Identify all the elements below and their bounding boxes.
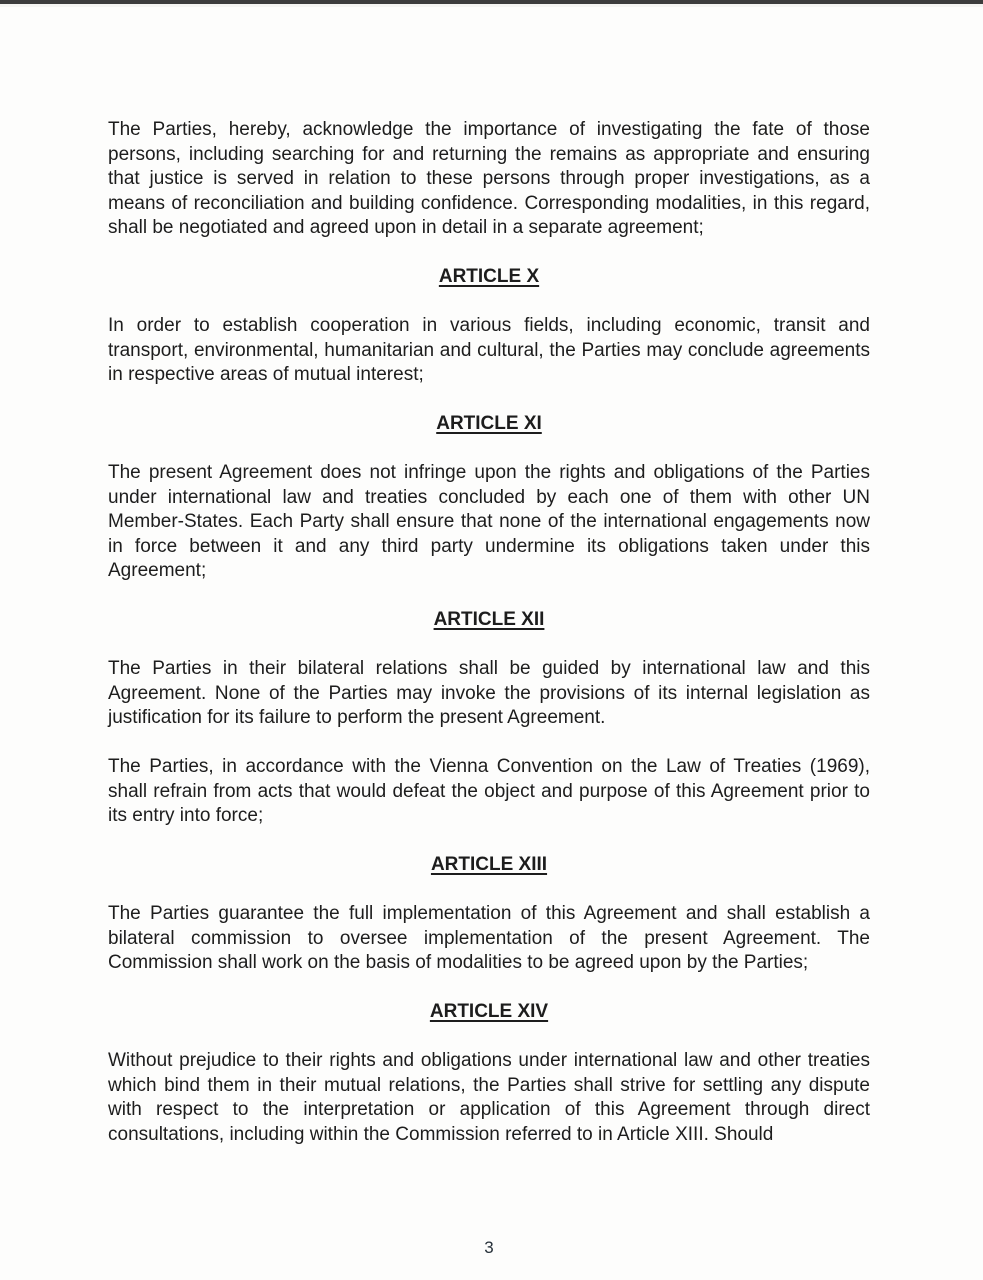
paragraph-article-xii-body-1: The Parties in their bilateral relations shall be guided by international law and this Agreement. None of the Parties may invoke the provisions of its internal legislation as justification for its failure to perform the present Agreement.: [108, 658, 870, 728]
heading-article-xi-text: ARTICLE XI: [436, 413, 542, 434]
scan-top-shadow: [0, 4, 983, 7]
document-body: [108, 118, 870, 1172]
heading-article-xii-text: ARTICLE XII: [433, 609, 545, 630]
heading-article-xiv: [108, 1000, 870, 1025]
page-number: 3: [484, 1238, 494, 1257]
paragraph-article-xiii-body: The Parties guarantee the full implementation of this Agreement and shall establish a bilateral commission to oversee implementation of the present Agreement. The Commission shall work on the basis of modalities to be agreed upon by the Parties;: [108, 903, 870, 973]
heading-article-xii: [108, 608, 870, 633]
paragraph-article-xi-body: The present Agreement does not infringe upon the rights and obligations of the Parties under international law and treaties concluded by each one of them with other UN Member-States. Each Party shall ensure that none of the international engagements now in force between it and any third party undermine its obligations taken under this Agreement;: [108, 462, 870, 581]
heading-article-x-text: ARTICLE X: [438, 266, 540, 287]
paragraph-article-xiv-body: Without prejudice to their rights and obligations under international law and other treaties which bind them in their mutual relations, the Parties shall strive for settling any dispute with respect to the interpretation or application of this Agreement through direct consultations, including within the Commission referred to in Article XIII. Should: [108, 1050, 870, 1145]
heading-article-xiii-text: ARTICLE XIII: [430, 854, 548, 875]
paragraph-article-x-body: In order to establish cooperation in various fields, including economic, transit and transport, environmental, humanitarian and cultural, the Parties may conclude agreements in respective areas of mutual interest;: [108, 315, 870, 385]
paragraph-article-xii-body-2: The Parties, in accordance with the Vienna Convention on the Law of Treaties (1969), shall refrain from acts that would defeat the object and purpose of this Agreement prior to its entry into force;: [108, 756, 870, 826]
heading-article-xi: [108, 412, 870, 437]
paragraph-missing-persons: The Parties, hereby, acknowledge the importance of investigating the fate of those persons, including searching for and returning the remains as appropriate and ensuring that justice is served in relation to these persons through proper investigations, as a means of reconciliation and building confidence. Corresponding modalities, in this regard, shall be negotiated and agreed upon in detail in a separate agreement;: [108, 119, 870, 238]
heading-article-xiv-text: ARTICLE XIV: [429, 1001, 549, 1022]
heading-article-xiii: [108, 853, 870, 878]
heading-article-x: [108, 265, 870, 290]
